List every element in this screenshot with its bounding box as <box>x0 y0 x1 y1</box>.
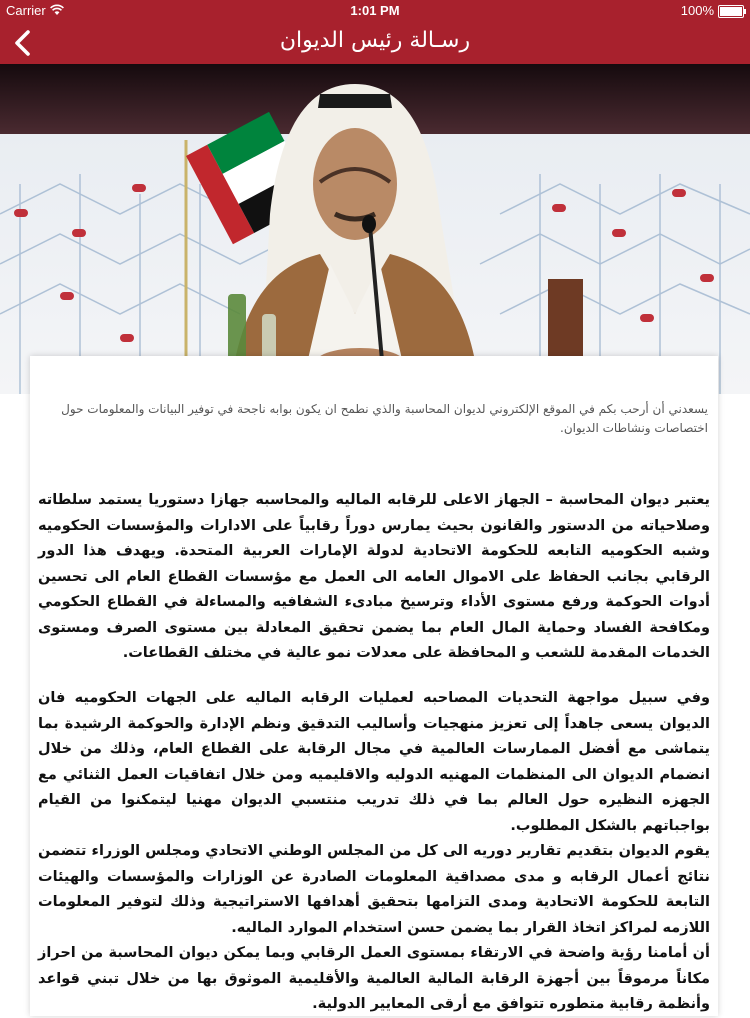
paragraph-3: يقوم الديوان بتقديم تقارير دوريه الى كل من المجلس الوطني الاتحادي ومجلس الوزراء تتضمن نتائج أعمال الرقابه و مدى مصداقية المعلومات الصادرة عن الوزارات والمؤسسات والهيئات التابعة للحكومة الاتحادية ومدى التزامها بتحقيق أهدافها الاستراتيجية وذلك لتوفير المعلومات اللازمه لمراكز اتخاذ القرار بما يضمن حسن استخدام الموارد الماليه. <box>38 843 710 936</box>
page-title: رسـالة رئيس الديوان <box>279 28 471 53</box>
battery-icon <box>718 5 744 18</box>
carrier-label: Carrier <box>6 3 46 18</box>
battery-percent: 100% <box>680 3 714 18</box>
message-card <box>30 356 718 1016</box>
nav-bar <box>0 22 750 64</box>
paragraph-4: أن أمامنا رؤية واضحة في الارتقاء بمستوى العمل الرقابي وبما يمكن ديوان المحاسبة من احراز مكاناً مرموقاً بين أجهزة الرقابة المالية العالمية والأقليمية الموثوق بها من خلال تبني قواعد وأنظمة رقابية متطوره تتوافق مع أرقى المعايير الدولية. <box>38 945 710 1012</box>
status-bar <box>0 0 750 22</box>
paragraph-1: يعتبر ديوان المحاسبة – الجهاز الاعلى للرقابه الماليه والمحاسبه جهازا دستوريا يستمد سلطاته وصلاحياته من الدستور والقانون بحيث يمارس دوراً رقابياً على الادارات والمؤسسات الحكوميه وشبه الحكوميه التابعه للحكومة الاتحادية لدولة الإمارات العربية المتحدة. ويهدف هذا الدور الرقابي بجانب الحفاظ على الاموال العامه الى العمل مع مؤسسات القطاع العام الى تحسين أدوات الحوكمة ورفع مستوى الأداء وترسيخ مبادىء الشفافيه والمساءلة في القطاع الحكومي ومكافحة الفساد وحماية المال العام بما يضمن تحقيق المعادلة بين مستوى الصرف ومستوى الخدمات المقدمة للشعب و المحافظة على معدلات نمو عالية في مختلف القطاعات. <box>38 492 710 661</box>
hero-illustration <box>0 64 750 394</box>
paragraph-group-2 <box>38 686 710 1018</box>
clock: 1:01 PM <box>350 3 400 18</box>
paragraph-2: وفي سبيل مواجهة التحديات المصاحبه لعمليات الرقابه الماليه على الجهات الحكوميه فان الديوان يسعى جاهداً إلى تعزيز منهجيات وأساليب التدقيق ونظم الإدارة والحوكمة الرشيدة بما يتماشى مع أفضل الممارسات العالمية في مجال الرقابة على القطاع العام، وذلك من خلال انضمام الديوان الى المنظمات المهنيه الدوليه والاقليميه ومن خلال اتفاقيات العمل الثنائي مع الجهزه النظيره حول العالم بما في ذلك تدريب منتسبي الديوان مهنيا ليتمكنوا من القيام بواجباتهم بالشكل المطلوب. <box>38 690 710 834</box>
hero-photo <box>0 64 750 394</box>
intro-text: يسعدني أن أرحب بكم في الموقع الإلكتروني لديوان المحاسبة والذي نطمح ان يكون بوابه ناجحة في توفير البيانات والمعلومات حول اختصاصات ونشاطات الديوان. <box>61 402 708 435</box>
